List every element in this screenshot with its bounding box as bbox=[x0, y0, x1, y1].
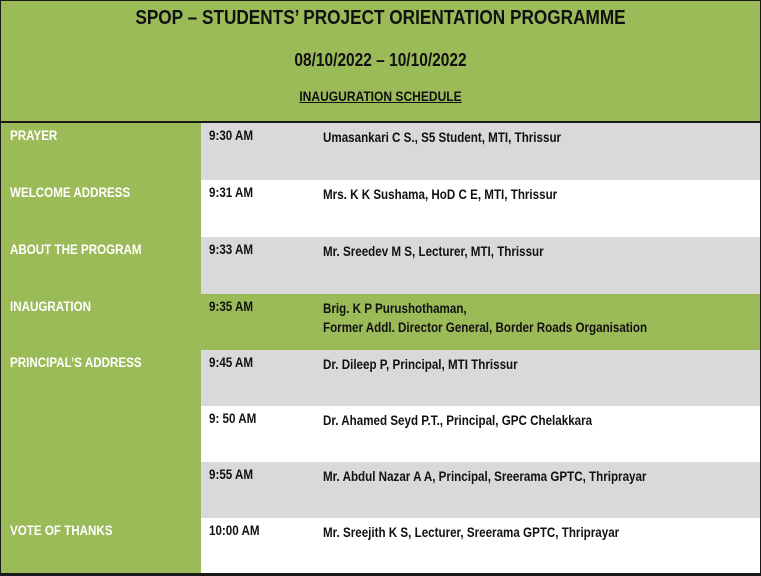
event-speaker: Brig. K P Purushothaman, Former Addl. Director General, Border Roads Organisation bbox=[323, 301, 648, 335]
event-label: VOTE OF THANKS bbox=[10, 523, 113, 538]
event-time: 9:55 AM bbox=[209, 467, 254, 482]
event-speaker: Umasankari C S., S5 Student, MTI, Thrissur bbox=[323, 130, 562, 145]
event-label: WELCOME ADDRESS bbox=[10, 185, 131, 200]
event-time: 10:00 AM bbox=[209, 523, 260, 538]
event-label: ABOUT THE PROGRAM bbox=[10, 242, 142, 257]
event-label: INAUGRATION bbox=[10, 299, 92, 314]
programme-dates: 08/10/2022 – 10/10/2022 bbox=[294, 50, 467, 70]
schedule-row bbox=[1, 123, 760, 180]
event-label: PRAYER bbox=[10, 128, 58, 143]
schedule-row bbox=[1, 350, 760, 406]
event-time: 9:31 AM bbox=[209, 185, 254, 200]
event-label: PRINCIPAL’S ADDRESS bbox=[10, 355, 142, 370]
page-title: SPOP – STUDENTS’ PROJECT ORIENTATION PROGRAMME bbox=[135, 7, 626, 29]
schedule-row bbox=[1, 462, 760, 518]
event-time: 9:30 AM bbox=[209, 128, 254, 143]
schedule-row bbox=[1, 294, 760, 350]
schedule-subtitle: INAUGURATION SCHEDULE bbox=[299, 88, 462, 104]
event-speaker: Dr. Ahamed Seyd P.T., Principal, GPC Chelakkara bbox=[323, 413, 593, 428]
event-time: 9: 50 AM bbox=[209, 411, 257, 426]
event-time: 9:35 AM bbox=[209, 299, 254, 314]
event-speaker: Dr. Dileep P, Principal, MTI Thrissur bbox=[323, 357, 518, 372]
schedule-row bbox=[1, 406, 760, 462]
event-speaker: Mr. Sreejith K S, Lecturer, Sreerama GPTC, Thriprayar bbox=[323, 525, 620, 540]
event-speaker: Mr. Abdul Nazar A A, Principal, Sreerama GPTC, Thriprayar bbox=[323, 469, 647, 484]
schedule-row bbox=[1, 180, 760, 237]
bottom-border bbox=[1, 573, 760, 575]
schedule-row bbox=[1, 518, 760, 573]
event-speaker: Mr. Sreedev M S, Lecturer, MTI, Thrissur bbox=[323, 244, 544, 259]
schedule-row bbox=[1, 237, 760, 294]
event-time: 9:45 AM bbox=[209, 355, 254, 370]
event-time: 9:33 AM bbox=[209, 242, 254, 257]
header-banner bbox=[1, 1, 760, 123]
event-speaker: Mrs. K K Sushama, HoD C E, MTI, Thrissur bbox=[323, 187, 558, 202]
